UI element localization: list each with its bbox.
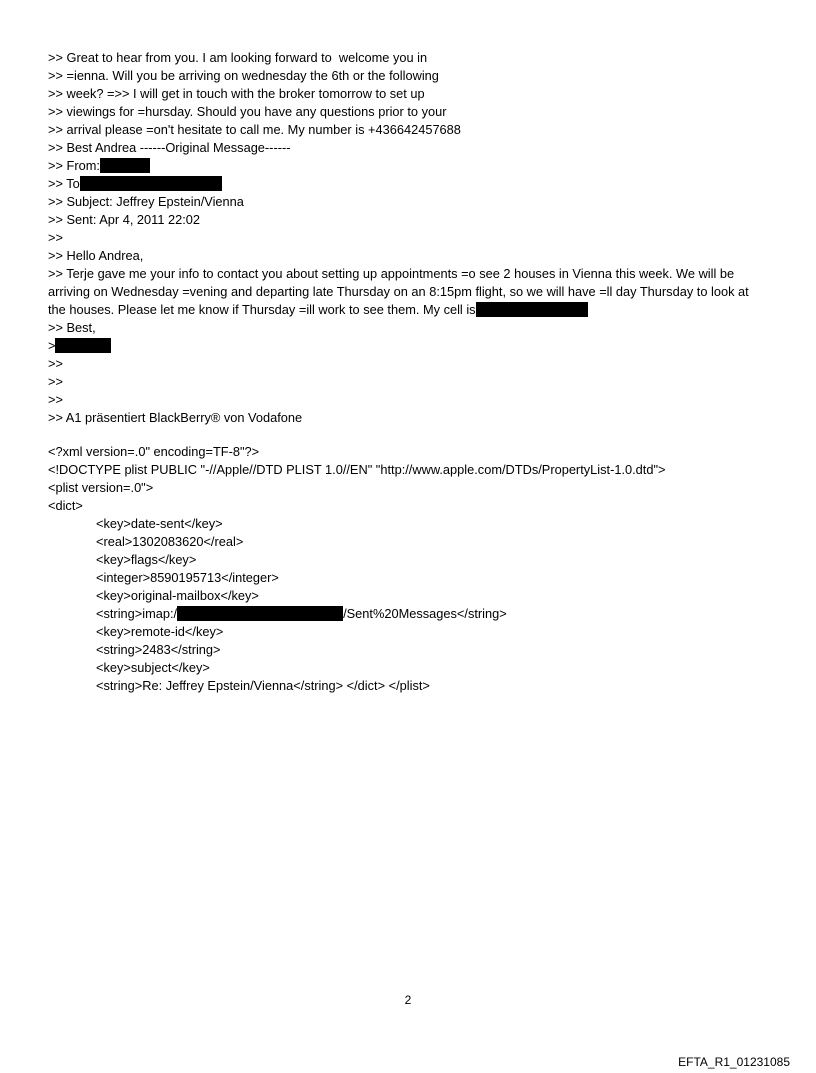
- email-line: >> viewings for =hursday. Should you have any questions prior to your: [48, 104, 447, 119]
- footer-line: >> A1 präsentiert BlackBerry® von Vodafone: [48, 410, 303, 425]
- imap-entry: [48, 605, 768, 623]
- plist-block: [48, 443, 768, 695]
- quote-line: >>: [48, 392, 63, 407]
- sign-off-line: >> Best,: [48, 320, 96, 335]
- plist-entry: <key>subject</key>: [96, 660, 210, 675]
- email-line: >> =ienna. Will you be arriving on wednesday the 6th or the following: [48, 68, 439, 83]
- email-line: >> Best Andrea ------Original Message------: [48, 140, 291, 155]
- plist-entry: <key>remote-id</key>: [96, 624, 224, 639]
- to-label: >> To: [48, 176, 80, 191]
- signature-prefix: >: [48, 338, 56, 353]
- to-line: [48, 175, 768, 193]
- page-number: 2: [404, 993, 412, 1007]
- body-text: >> Terje gave me your info to contact you about setting up appointments =o see 2 houses in Vienna this week. We will be arriving on Wednesday =vening and departing late Thursday on an 8:15pm flight, so we will have =ll day Thursday to look at the houses. Please let me know if Thursday =ill work to see them. My cell is: [48, 266, 749, 317]
- quote-line: >>: [48, 356, 63, 371]
- blank-quote-line: >>: [48, 230, 63, 245]
- sent-line: >> Sent: Apr 4, 2011 22:02: [48, 212, 201, 227]
- redaction-box: [55, 338, 111, 353]
- redaction-box: [100, 158, 150, 173]
- redaction-box: [476, 302, 588, 317]
- signature-line: [48, 337, 768, 355]
- from-line: [48, 157, 768, 175]
- from-label: >> From:: [48, 158, 100, 173]
- greeting-line: >> Hello Andrea,: [48, 248, 144, 263]
- redaction-box: [177, 606, 343, 621]
- email-thread: [48, 49, 768, 427]
- plist-entry: <integer>8590195713</integer>: [96, 570, 279, 585]
- plist-entry: <key>date-sent</key>: [96, 516, 223, 531]
- plist-entry: <key>flags</key>: [96, 552, 197, 567]
- email-line: >> Great to hear from you. I am looking forward to welcome you in: [48, 50, 428, 65]
- plist-entry: <key>original-mailbox</key>: [96, 588, 259, 603]
- plist-entry: <string>2483</string>: [96, 642, 221, 657]
- dict-open: <dict>: [48, 498, 83, 513]
- email-line: >> arrival please =on't hesitate to call me. My number is +436642457688: [48, 122, 461, 137]
- plist-entry: <real>1302083620</real>: [96, 534, 244, 549]
- email-line: >> week? =>> I will get in touch with the broker tomorrow to set up: [48, 86, 425, 101]
- imap-suffix: /Sent%20Messages</string>: [343, 606, 507, 621]
- plist-entry: <string>Re: Jeffrey Epstein/Vienna</string> </dict> </plist>: [96, 678, 430, 693]
- quote-line: >>: [48, 374, 63, 389]
- body-paragraph: [48, 265, 768, 319]
- redaction-box: [80, 176, 222, 191]
- plist-open: <plist version=.0">: [48, 480, 154, 495]
- document-id: EFTA_R1_01231085: [678, 1055, 790, 1069]
- subject-line: >> Subject: Jeffrey Epstein/Vienna: [48, 194, 244, 209]
- xml-declaration: <?xml version=.0" encoding=TF-8"?>: [48, 444, 260, 459]
- imap-prefix: <string>imap:/: [96, 606, 178, 621]
- doctype-line: <!DOCTYPE plist PUBLIC "-//Apple//DTD PLIST 1.0//EN" "http://www.apple.com/DTDs/PropertyList-1.0.dtd">: [48, 462, 666, 477]
